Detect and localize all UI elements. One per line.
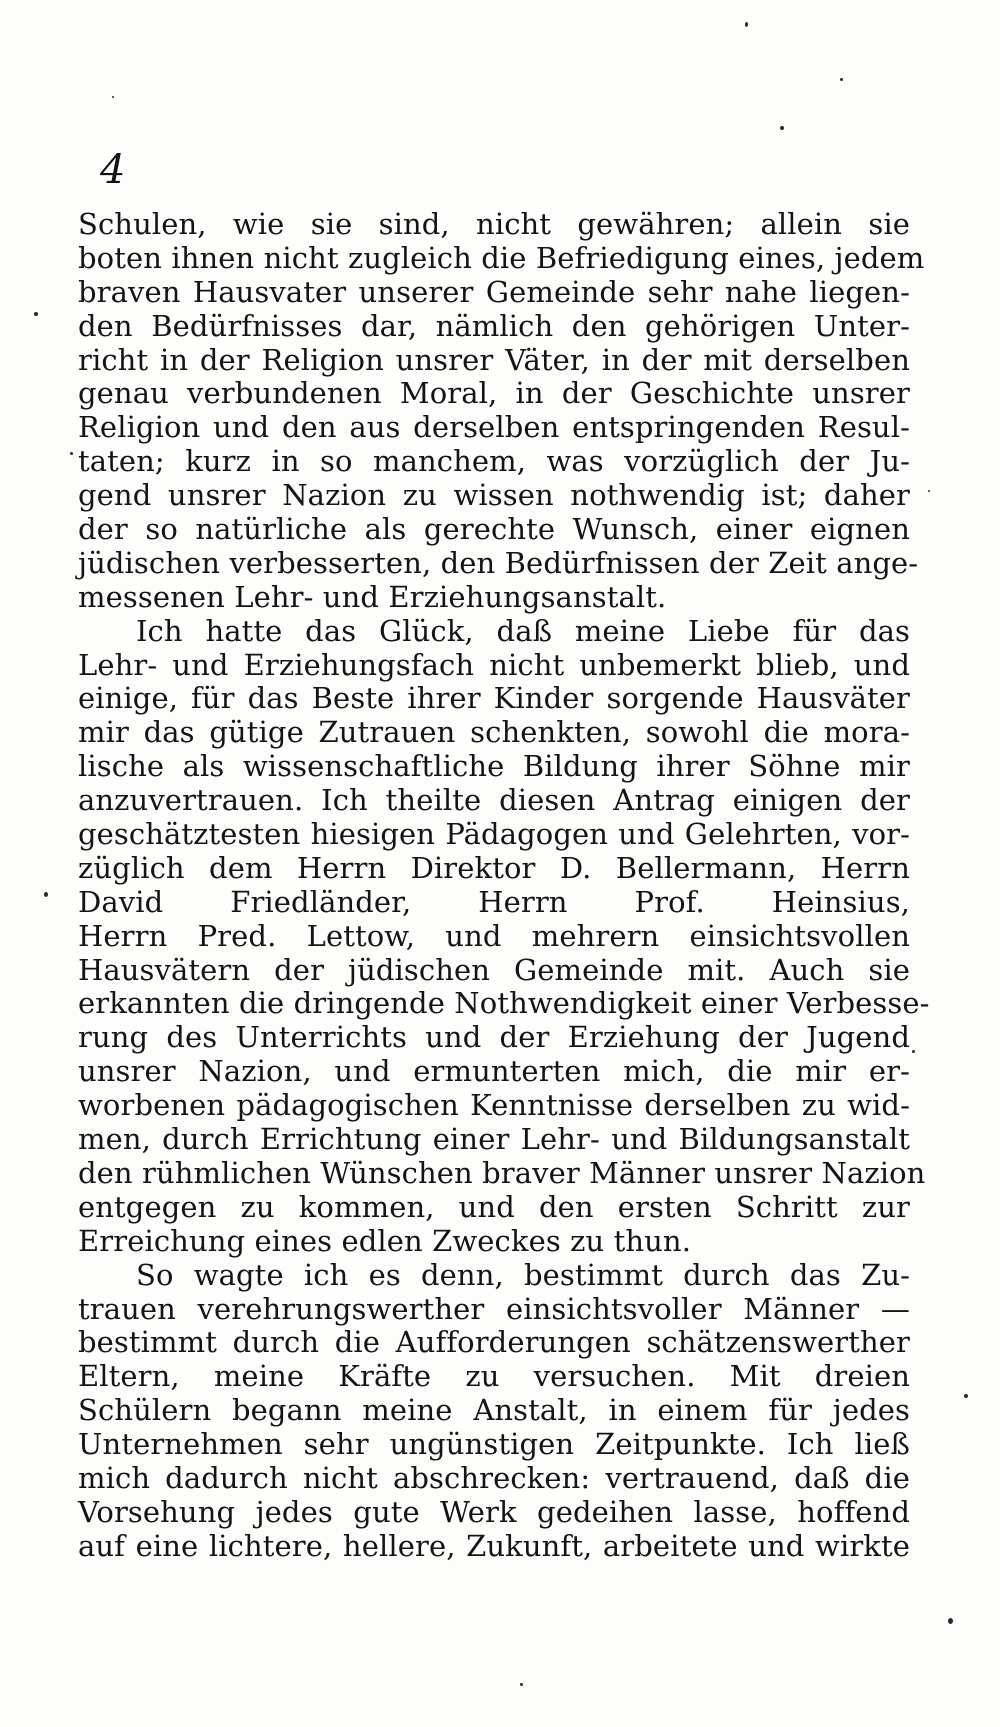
text-line: den Bedürfnisses dar, nämlich den gehörigen Unter- (78, 308, 910, 343)
text-line: gend unsrer Nazion zu wissen nothwendig ist; daher (78, 478, 910, 513)
scan-speck (112, 96, 114, 98)
scan-speck (840, 78, 843, 81)
text-line: einige, für das Beste ihrer Kinder sorgende Hausväter (78, 681, 910, 716)
scan-speck (948, 1618, 953, 1624)
text-line: geschätztesten hiesigen Pädagogen und Gelehrten, vor- (78, 817, 910, 852)
text-line: rung des Unterrichts und der Erziehung der Jugend (78, 1020, 910, 1055)
text-line: Unternehmen sehr ungünstigen Zeitpunkte. Ich ließ (78, 1427, 910, 1462)
text-line: unsrer Nazion, und ermunterten mich, die mir er- (78, 1054, 910, 1089)
text-line: züglich dem Herrn Direktor D. Bellermann, Herrn (78, 850, 910, 885)
text-line: der so natürliche als gerechte Wunsch, einer eignen (78, 512, 910, 547)
scan-speck (34, 312, 38, 316)
text-line: men, durch Errichtung einer Lehr- und Bildungsanstalt (78, 1122, 910, 1157)
text-line: braven Hausvater unserer Gemeinde sehr nahe liegen- (78, 274, 910, 309)
text-line: Schulen, wie sie sind, nicht gewähren; allein sie (78, 207, 910, 241)
text-line: Schülern begann meine Anstalt, in einem für jedes (78, 1393, 910, 1428)
scan-speck (964, 1394, 968, 1398)
text-line: auf eine lichtere, hellere, Zukunft, arbeitete und wirkte (78, 1528, 910, 1563)
body-text (78, 207, 930, 1564)
text-line: den rühmlichen Wünschen braver Männer unsrer Nazion (78, 1155, 926, 1190)
text-line: lische als wissenschaftliche Bildung ihrer Söhne mir (78, 749, 910, 784)
scan-speck (928, 490, 930, 492)
scan-speck (912, 1050, 915, 1053)
text-line: anzuvertrauen. Ich theilte diesen Antrag einigen der (78, 783, 910, 818)
paragraph-start-line: Ich hatte das Glück, daß meine Liebe für das (136, 613, 910, 648)
text-line: erkannten die dringende Nothwendigkeit einer Verbesse- (78, 986, 930, 1021)
text-line: jüdischen verbesserten, den Bedürfnissen der Zeit ange- (78, 545, 919, 580)
text-line: worbenen pädagogischen Kenntnisse derselben zu wid- (78, 1088, 910, 1123)
text-line: Hausvätern der jüdischen Gemeinde mit. Auch sie (78, 952, 910, 987)
text-line: mir das gütige Zutrauen schenkten, sowohl die mora- (78, 715, 910, 750)
page-number: 4 (100, 147, 126, 193)
text-line: entgegen zu kommen, und den ersten Schritt zur (78, 1189, 910, 1224)
text-line: Lehr- und Erziehungsfach nicht unbemerkt blieb, und (78, 647, 910, 682)
scan-speck (44, 892, 48, 897)
scan-speck (520, 1683, 523, 1686)
text-line: mich dadurch nicht abschrecken: vertrauend, daß die (78, 1460, 910, 1495)
text-line: David Friedländer, Herrn Prof. Heinsius, (78, 884, 910, 919)
paragraph-end-line: messenen Lehr- und Erziehungsanstalt. (78, 579, 667, 614)
text-line: Vorsehung jedes gute Werk gedeihen lasse, hoffend (78, 1494, 910, 1529)
text-line: trauen verehrungswerther einsichtsvoller Männer — (78, 1291, 910, 1326)
text-line: richt in der Religion unsrer Väter, in der mit derselben (78, 342, 910, 377)
scan-speck (780, 126, 784, 130)
text-line: taten; kurz in so manchem, was vorzüglich der Ju- (78, 444, 910, 479)
text-line: bestimmt durch die Aufforderungen schätzenswerther (78, 1325, 910, 1360)
paragraph-start-line: So wagte ich es denn, bestimmt durch das Zu- (136, 1257, 910, 1292)
scan-speck (70, 452, 73, 455)
text-line: Herrn Pred. Lettow, und mehrern einsichtsvollen (78, 918, 910, 953)
scan-speck (745, 22, 748, 27)
text-line: genau verbundenen Moral, in der Geschichte unsrer (78, 376, 910, 411)
text-line: Religion und den aus derselben entspringenden Resul- (78, 410, 910, 445)
paragraph-end-line: Erreichung eines edlen Zweckes zu thun. (78, 1223, 692, 1258)
text-line: Eltern, meine Kräfte zu versuchen. Mit dreien (78, 1359, 910, 1394)
text-line: boten ihnen nicht zugleich die Befriedigung eines, jedem (78, 240, 925, 275)
